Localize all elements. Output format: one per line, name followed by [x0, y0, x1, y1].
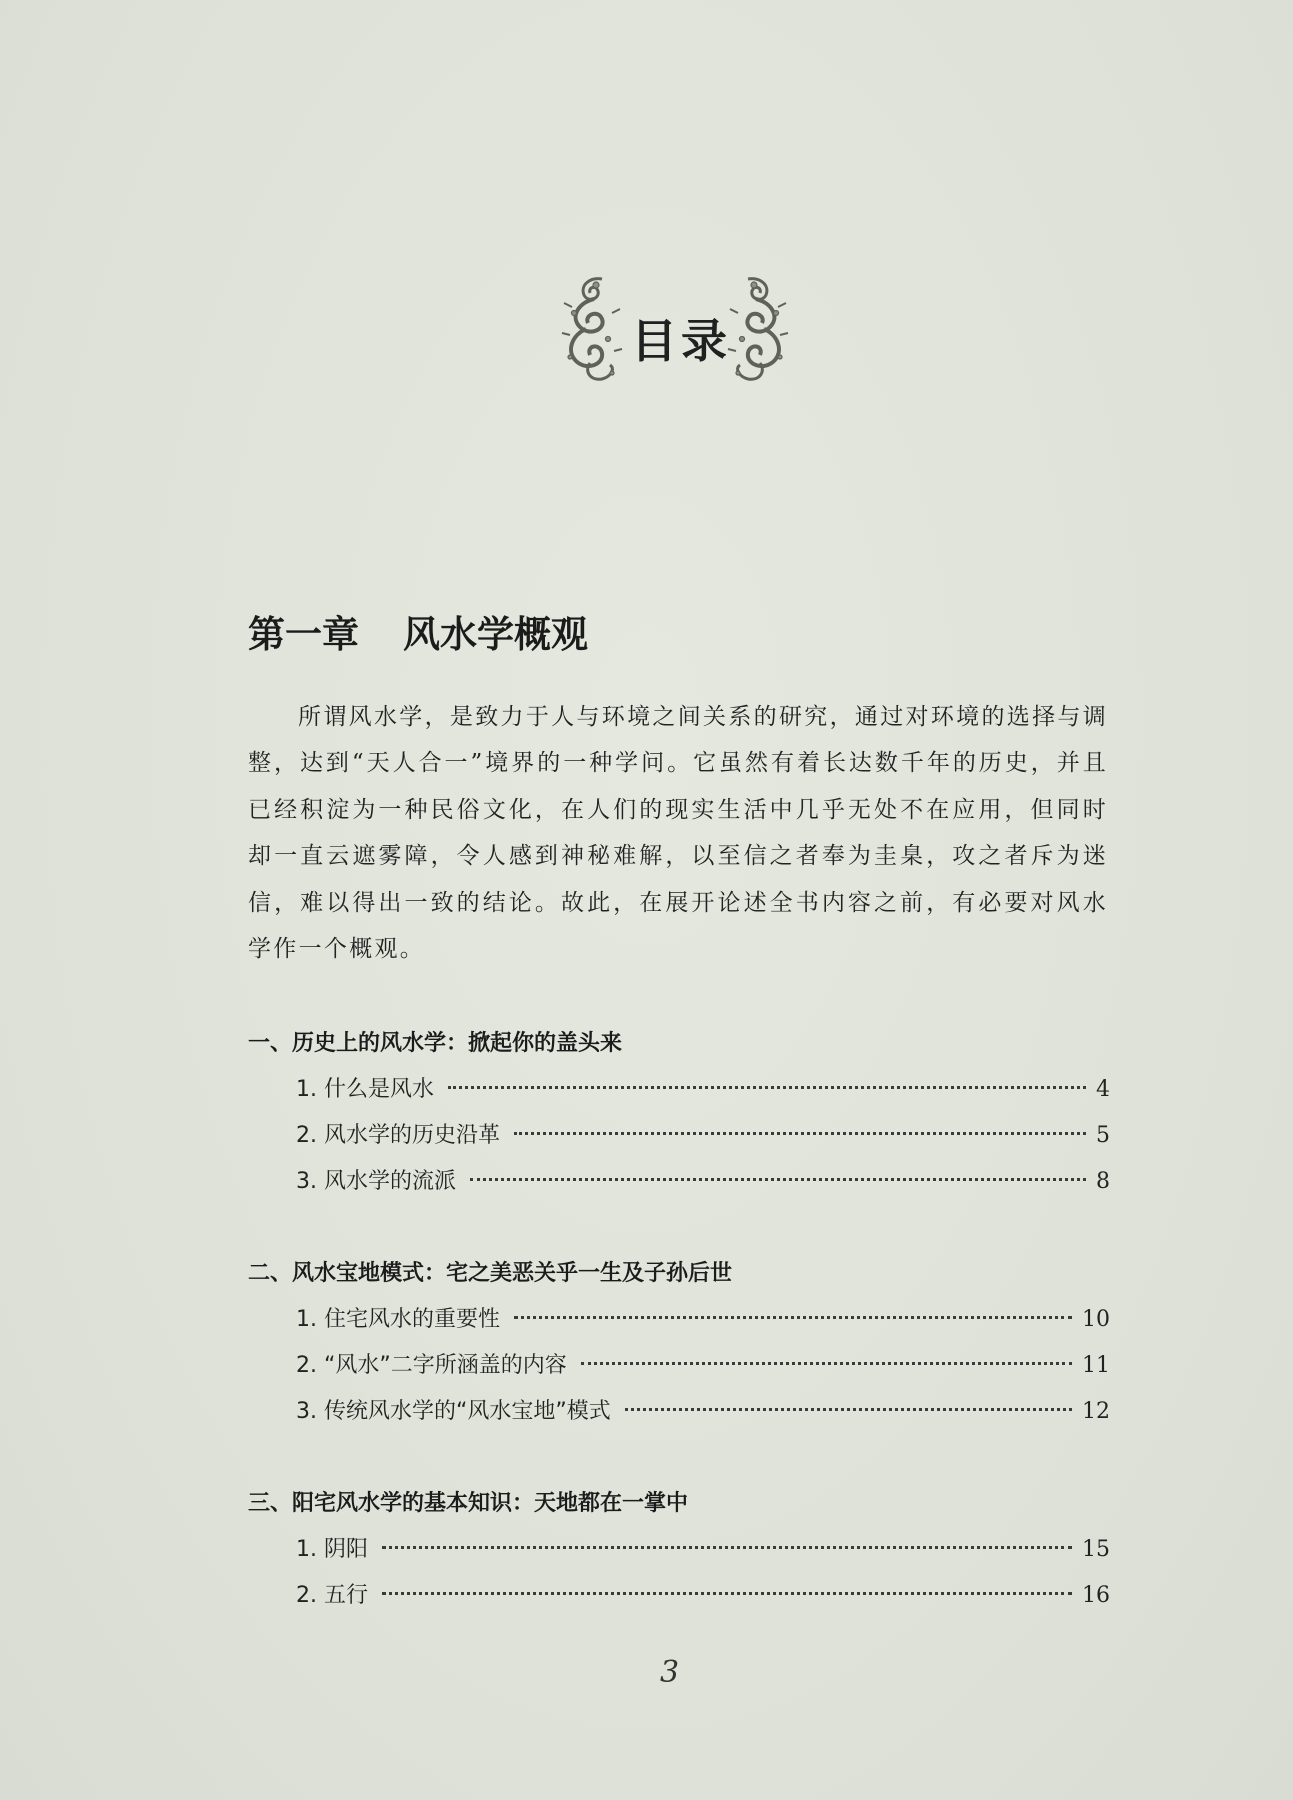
toc-entry[interactable]: [248, 1067, 1110, 1113]
toc-entry-page: 8: [1096, 1169, 1110, 1194]
toc-entry-page: 16: [1082, 1583, 1110, 1608]
leader-dots: [448, 1086, 1086, 1089]
toc-section: [248, 1251, 1110, 1435]
toc-entry-label: 2. “风水”二字所涵盖的内容: [296, 1353, 567, 1378]
toc-entry-label: 1. 阴阳: [296, 1537, 368, 1562]
toc-entry-label: 3. 风水学的流派: [296, 1169, 456, 1194]
page-title: 目录: [631, 314, 731, 368]
toc-entry[interactable]: [248, 1573, 1110, 1619]
toc-entry-label: 3. 传统风水学的“风水宝地”模式: [296, 1399, 611, 1424]
chapter-intro-paragraph: 所谓风水学，是致力于人与环境之间关系的研究，通过对环境的选择与调整，达到“天人合一”境界的一种学问。它虽然有着长达数千年的历史，并且已经积淀为一种民俗文化，在人们的现实生活中几乎无处不在应用，但同时却一直云遮雾障，令人感到神秘难解，以至信之者奉为圭臬，攻之者斥为迷信，难以得出一致的结论。故此，在展开论述全书内容之前，有必要对风水学作一个概观。: [248, 704, 1108, 963]
toc-entry[interactable]: [248, 1527, 1110, 1573]
toc-entry[interactable]: [248, 1297, 1110, 1343]
toc-entry[interactable]: [248, 1343, 1110, 1389]
toc-entry-page: 15: [1082, 1537, 1110, 1562]
leader-dots: [514, 1132, 1086, 1135]
section-heading: 三、阳宅风水学的基本知识：天地都在一掌中: [248, 1491, 689, 1516]
title-block: [540, 265, 800, 395]
toc-section: [248, 1021, 1110, 1205]
toc-entry-label: 2. 风水学的历史沿革: [296, 1123, 500, 1148]
toc-entry-label: 2. 五行: [296, 1583, 368, 1608]
toc-entry-page: 5: [1096, 1123, 1110, 1148]
toc-entry-page: 10: [1082, 1307, 1110, 1332]
chapter-heading: [248, 604, 588, 658]
chapter-name: 风水学概观: [403, 613, 588, 656]
toc-entry[interactable]: [248, 1389, 1110, 1435]
toc-entry-page: 12: [1082, 1399, 1110, 1424]
leader-dots: [625, 1408, 1072, 1411]
toc-entry-page: 11: [1082, 1353, 1110, 1378]
leader-dots: [382, 1592, 1072, 1595]
toc-entry-label: 1. 住宅风水的重要性: [296, 1307, 500, 1332]
toc-section: [248, 1481, 1110, 1619]
toc-entry[interactable]: [248, 1113, 1110, 1159]
leader-dots: [514, 1316, 1072, 1319]
dragon-ornament-icon: [716, 273, 800, 385]
leader-dots: [382, 1546, 1072, 1549]
toc-entry-page: 4: [1096, 1077, 1110, 1102]
page-number: 3: [660, 1655, 680, 1690]
toc-entry-label: 1. 什么是风水: [296, 1077, 434, 1102]
dragon-ornament-icon: [550, 273, 634, 385]
section-heading: 一、历史上的风水学：掀起你的盖头来: [248, 1031, 623, 1056]
leader-dots: [581, 1362, 1072, 1365]
chapter-number: 第一章: [248, 613, 359, 656]
leader-dots: [470, 1178, 1086, 1181]
toc-entry[interactable]: [248, 1159, 1110, 1205]
section-heading: 二、风水宝地模式：宅之美恶关乎一生及子孙后世: [248, 1261, 733, 1286]
